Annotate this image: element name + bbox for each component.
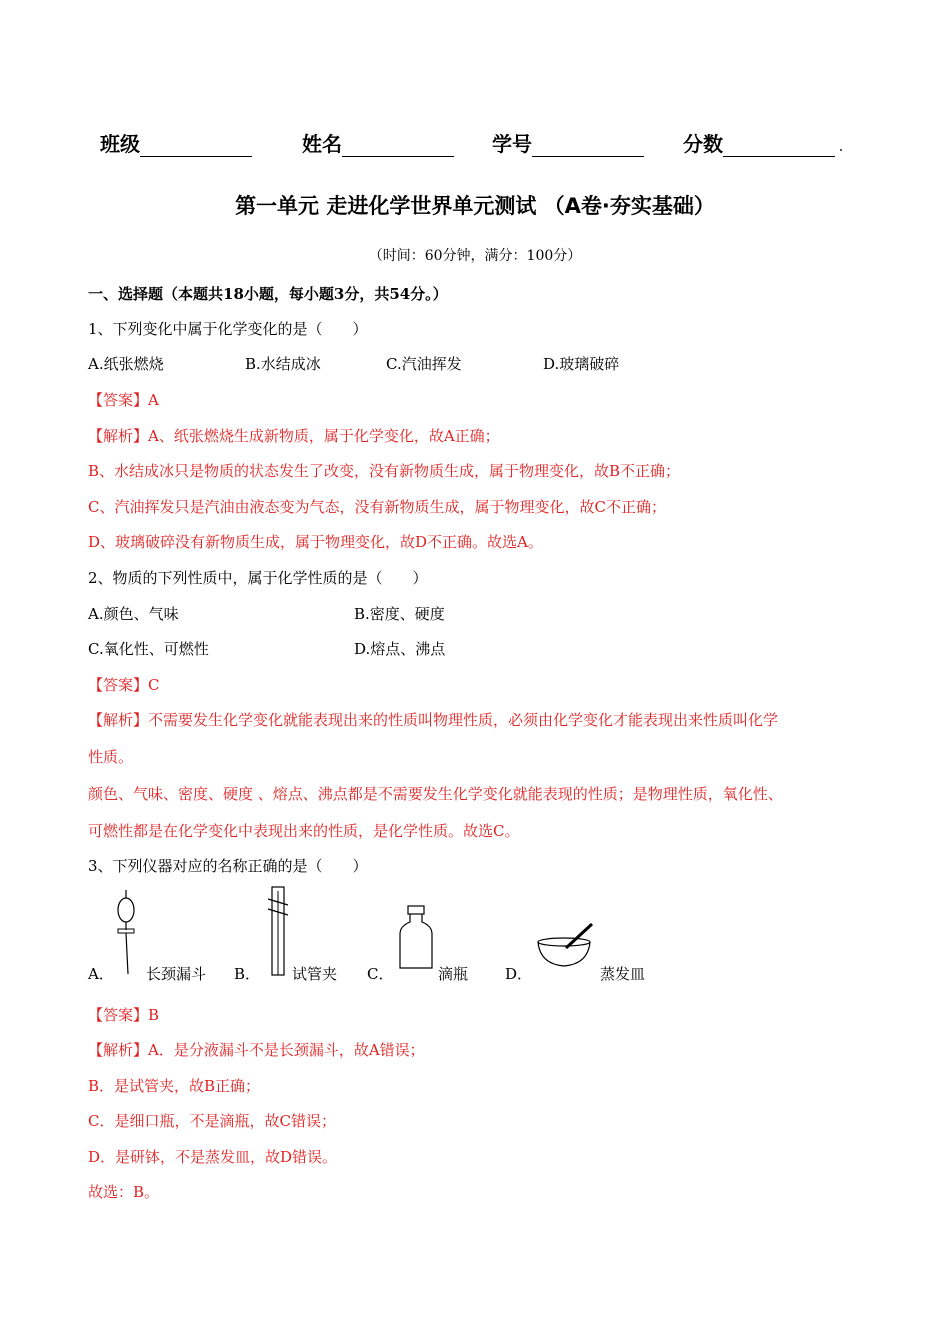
q2-option-a: A.颜色、气味: [88, 605, 179, 623]
q2-option-d: D.熔点、沸点: [354, 640, 446, 658]
test-tube-clamp-figure: [264, 885, 294, 980]
q1-analysis-1: 【解析】A、纸张燃烧生成新物质，属于化学变化，故A正确；: [88, 427, 500, 445]
q3-stem: 3、下列仪器对应的名称正确的是（ ）: [88, 857, 368, 875]
q2-answer: 【答案】C: [88, 676, 160, 694]
q3-option-d-letter: D．: [505, 965, 533, 983]
narrow-mouth-bottle-figure: [396, 904, 436, 974]
q3-analysis-3: C．是细口瓶，不是滴瓶，故C错误；: [88, 1112, 336, 1130]
separatory-funnel-figure: [110, 888, 150, 978]
q1-stem: 1、下列变化中属于化学变化的是（ ）: [88, 320, 368, 338]
q3-option-d-name: 蒸发皿: [600, 965, 646, 983]
q2-option-c: C.氧化性、可燃性: [88, 640, 209, 658]
number-blank[interactable]: [532, 136, 644, 157]
q2-stem: 2、物质的下列性质中，属于化学性质的是（ ）: [88, 569, 428, 587]
q3-answer: 【答案】B: [88, 1006, 160, 1024]
q1-analysis-3: C、汽油挥发只是汽油由液态变为气态，没有新物质生成，属于物理变化，故C不正确；: [88, 498, 666, 516]
name-field[interactable]: [302, 128, 454, 157]
q1-answer: 【答案】A: [88, 391, 159, 409]
q2-analysis-1b: 性质。: [88, 748, 134, 766]
q3-option-c-name: 滴瓶: [438, 965, 469, 983]
score-field[interactable]: 分数 .: [683, 132, 844, 156]
number-field[interactable]: [492, 128, 644, 157]
q1-option-b: B.水结成冰: [245, 355, 321, 373]
score-blank[interactable]: [723, 136, 835, 157]
q3-analysis-2: B．是试管夹，故B正确；: [88, 1077, 261, 1095]
page-subtitle: （时间：60分钟，满分：100分）: [368, 248, 582, 264]
q3-option-a-letter: A．: [88, 965, 114, 983]
q1-option-d: D.玻璃破碎: [543, 355, 620, 373]
class-label: 班级: [100, 132, 140, 156]
class-field[interactable]: [100, 128, 252, 157]
class-blank[interactable]: [140, 136, 252, 157]
q1-analysis-2: B、水结成冰只是物质的状态发生了改变，没有新物质生成，属于物理变化，故B不正确；: [88, 462, 681, 480]
q1-option-a: A.纸张燃烧: [88, 355, 164, 373]
q3-option-a-name: 长颈漏斗: [146, 965, 207, 983]
name-label: 姓名: [302, 132, 342, 156]
q1-analysis-4: D、玻璃破碎没有新物质生成，属于物理变化，故D不正确。故选A。: [88, 533, 543, 551]
number-label: 学号: [492, 132, 532, 156]
q3-option-b-letter: B．: [234, 965, 261, 983]
q3-analysis-1: 【解析】A．是分液漏斗不是长颈漏斗，故A错误；: [88, 1041, 425, 1059]
name-blank[interactable]: [342, 136, 454, 157]
q3-analysis-5: 故选：B。: [88, 1183, 160, 1201]
q3-analysis-4: D．是研钵，不是蒸发皿，故D错误。: [88, 1148, 338, 1166]
q1-option-c: C.汽油挥发: [386, 355, 462, 373]
q2-option-b: B.密度、硬度: [354, 605, 445, 623]
q3-option-c-letter: C．: [367, 965, 394, 983]
q2-analysis-3: 可燃性都是在化学变化中表现出来的性质，是化学性质。故选C。: [88, 822, 520, 840]
page-title: 第一单元 走进化学世界单元测试 （A卷·夯实基础）: [235, 194, 715, 218]
q2-analysis-1: 【解析】不需要发生化学变化就能表现出来的性质叫物理性质，必须由化学变化才能表现出来性质叫化学: [88, 711, 779, 729]
mortar-pestle-figure: [536, 920, 600, 970]
q3-option-b-name: 试管夹: [292, 965, 338, 983]
section-heading: 一、选择题（本题共18小题，每小题3分，共54分。）: [88, 285, 448, 303]
score-label: 分数: [683, 132, 723, 156]
q2-analysis-2: 颜色、气味、密度、硬度 、熔点、沸点都是不需要发生化学变化就能表现的性质；是物理性质，氧化性、: [88, 785, 783, 803]
